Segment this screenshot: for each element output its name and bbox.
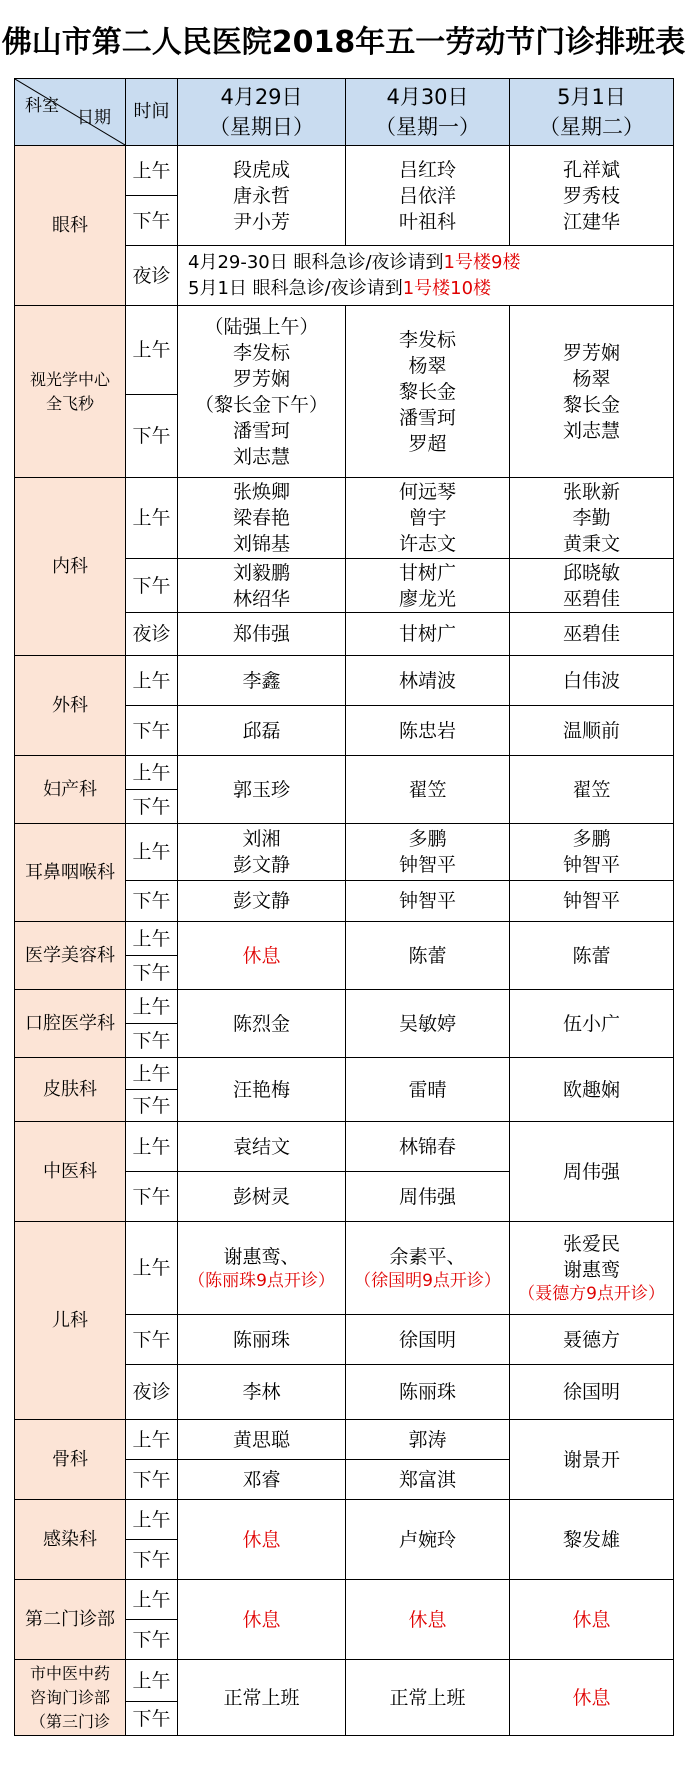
time-am: 上午	[126, 1580, 178, 1620]
cell: 陈烈金	[178, 990, 346, 1058]
cell: 谢惠鸾、 （陈丽珠9点开诊）	[178, 1222, 346, 1315]
cell: 吕红玲 吕依洋 叶祖科	[346, 146, 510, 246]
cell: 徐国明	[346, 1315, 510, 1365]
cell: 彭文静	[178, 881, 346, 922]
cell: 郭玉珍	[178, 756, 346, 824]
table-row	[15, 1580, 674, 1620]
time-am: 上午	[126, 656, 178, 706]
time-am: 上午	[126, 1420, 178, 1460]
cell: 谢景开	[510, 1420, 674, 1500]
table-row	[15, 824, 674, 881]
time-pm: 下午	[126, 1024, 178, 1058]
cell: 翟笠	[346, 756, 510, 824]
cell-rest: 休息	[346, 1580, 510, 1660]
cell: 甘树广	[346, 613, 510, 656]
time-pm: 下午	[126, 1540, 178, 1580]
cell: 郑富淇	[346, 1460, 510, 1500]
cell: 何远琴 曾宇 许志文	[346, 478, 510, 559]
table-row	[15, 922, 674, 956]
cell: 雷晴	[346, 1058, 510, 1122]
dept-obgyn: 妇产科	[15, 756, 126, 824]
cell: 卢婉玲	[346, 1500, 510, 1580]
cell: 聂德方	[510, 1315, 674, 1365]
cell-rest: 休息	[510, 1580, 674, 1660]
cell: 陈丽珠	[178, 1315, 346, 1365]
time-am: 上午	[126, 1660, 178, 1702]
cell: 陈丽珠	[346, 1365, 510, 1420]
time-am: 上午	[126, 1122, 178, 1172]
dept-derm: 皮肤科	[15, 1058, 126, 1122]
time-am: 上午	[126, 1500, 178, 1540]
cell: 郑伟强	[178, 613, 346, 656]
table-row	[15, 1500, 674, 1540]
cell: 邱晓敏 巫碧佳	[510, 559, 674, 613]
dept-eye: 眼科	[15, 146, 126, 306]
cell: 正常上班	[178, 1660, 346, 1736]
cell: 白伟波	[510, 656, 674, 706]
cell: 多鹏 钟智平	[510, 824, 674, 881]
cell: 多鹏 钟智平	[346, 824, 510, 881]
dept-header: 科室	[25, 96, 59, 116]
cell: （陆强上午） 李发标 罗芳娴 （黎长金下午） 潘雪珂 刘志慧	[178, 306, 346, 478]
time-header: 时间	[126, 79, 178, 146]
cell: 甘树广 廖龙光	[346, 559, 510, 613]
time-pm: 下午	[126, 395, 178, 478]
table-row	[15, 1420, 674, 1460]
date-header: 日期	[77, 108, 111, 128]
time-pm: 下午	[126, 1315, 178, 1365]
dept-peds: 儿科	[15, 1222, 126, 1420]
cell: 黄思聪	[178, 1420, 346, 1460]
dept-optometry: 视光学中心 全飞秒	[15, 306, 126, 478]
cell: 刘湘 彭文静	[178, 824, 346, 881]
time-am: 上午	[126, 990, 178, 1024]
day-header-3: 5月1日 （星期二）	[510, 79, 674, 146]
cell: 汪艳梅	[178, 1058, 346, 1122]
cell: 正常上班	[346, 1660, 510, 1736]
schedule-table	[14, 78, 674, 1736]
cell: 余素平、 （徐国明9点开诊）	[346, 1222, 510, 1315]
cell: 巫碧佳	[510, 613, 674, 656]
cell: 邓睿	[178, 1460, 346, 1500]
cell: 邱磊	[178, 706, 346, 756]
dept-surgery: 外科	[15, 656, 126, 756]
cell-rest: 休息	[178, 1580, 346, 1660]
time-night: 夜诊	[126, 613, 178, 656]
table-row	[15, 1122, 674, 1172]
cell: 刘毅鹏 林绍华	[178, 559, 346, 613]
dept-dental: 口腔医学科	[15, 990, 126, 1058]
dept-city-tcm: 市中医中药 咨询门诊部 （第三门诊	[15, 1660, 126, 1736]
time-am: 上午	[126, 824, 178, 881]
cell: 周伟强	[510, 1122, 674, 1222]
cell: 温顺前	[510, 706, 674, 756]
header-row	[15, 79, 674, 146]
table-row	[15, 1058, 674, 1090]
time-am: 上午	[126, 478, 178, 559]
cell: 彭树灵	[178, 1172, 346, 1222]
cell: 欧趣娴	[510, 1058, 674, 1122]
cell: 陈蕾	[346, 922, 510, 990]
time-pm: 下午	[126, 1172, 178, 1222]
eye-night-note: 4月29-30日 眼科急诊/夜诊请到1号楼9楼 5月1日 眼科急诊/夜诊请到1号楼10楼	[178, 246, 674, 306]
time-pm: 下午	[126, 706, 178, 756]
time-pm: 下午	[126, 1620, 178, 1660]
cell: 李发标 杨翠 黎长金 潘雪珂 罗超	[346, 306, 510, 478]
time-am: 上午	[126, 922, 178, 956]
cell: 袁结文	[178, 1122, 346, 1172]
time-am: 上午	[126, 306, 178, 395]
cell: 周伟强	[346, 1172, 510, 1222]
table-row	[15, 756, 674, 790]
time-am: 上午	[126, 1058, 178, 1090]
time-pm: 下午	[126, 1702, 178, 1736]
cell: 林靖波	[346, 656, 510, 706]
cell-rest: 休息	[510, 1660, 674, 1736]
cell: 罗芳娴 杨翠 黎长金 刘志慧	[510, 306, 674, 478]
time-night: 夜诊	[126, 1365, 178, 1420]
dept-second: 第二门诊部	[15, 1580, 126, 1660]
time-pm: 下午	[126, 790, 178, 824]
day-header-2: 4月30日 （星期一）	[346, 79, 510, 146]
time-pm: 下午	[126, 956, 178, 990]
time-pm: 下午	[126, 1460, 178, 1500]
day-header-1: 4月29日 （星期日）	[178, 79, 346, 146]
cell: 钟智平	[346, 881, 510, 922]
cell: 陈蕾	[510, 922, 674, 990]
time-pm: 下午	[126, 559, 178, 613]
cell: 吴敏婷	[346, 990, 510, 1058]
time-am: 上午	[126, 1222, 178, 1315]
table-row	[15, 146, 674, 196]
table-row	[15, 1222, 674, 1315]
time-pm: 下午	[126, 196, 178, 246]
dept-cosmetic: 医学美容科	[15, 922, 126, 990]
cell-rest: 休息	[178, 1500, 346, 1580]
time-pm: 下午	[126, 1090, 178, 1122]
table-row	[15, 478, 674, 559]
cell: 孔祥斌 罗秀枝 江建华	[510, 146, 674, 246]
cell: 郭涛	[346, 1420, 510, 1460]
cell: 陈忠岩	[346, 706, 510, 756]
cell: 钟智平	[510, 881, 674, 922]
cell: 段虎成 唐永哲 尹小芳	[178, 146, 346, 246]
cell: 林锦春	[346, 1122, 510, 1172]
table-row	[15, 306, 674, 395]
corner-cell	[15, 79, 126, 146]
cell: 李鑫	[178, 656, 346, 706]
time-am: 上午	[126, 756, 178, 790]
cell-rest: 休息	[178, 922, 346, 990]
page-title: 佛山市第二人民医院2018年五一劳动节门诊排班表	[1, 25, 686, 60]
table-row	[15, 656, 674, 706]
cell: 翟笠	[510, 756, 674, 824]
cell: 李林	[178, 1365, 346, 1420]
time-pm: 下午	[126, 881, 178, 922]
dept-internal: 内科	[15, 478, 126, 656]
time-night: 夜诊	[126, 246, 178, 306]
dept-tcm: 中医科	[15, 1122, 126, 1222]
dept-ent: 耳鼻咽喉科	[15, 824, 126, 922]
dept-ortho: 骨科	[15, 1420, 126, 1500]
time-am: 上午	[126, 146, 178, 196]
table-row	[15, 990, 674, 1024]
cell: 张焕卿 梁春艳 刘锦基	[178, 478, 346, 559]
cell: 张爱民 谢惠鸾 （聂德方9点开诊）	[510, 1222, 674, 1315]
cell: 黎发雄	[510, 1500, 674, 1580]
cell: 徐国明	[510, 1365, 674, 1420]
cell: 张耿新 李勤 黄秉文	[510, 478, 674, 559]
table-row	[15, 1660, 674, 1702]
dept-infect: 感染科	[15, 1500, 126, 1580]
cell: 伍小广	[510, 990, 674, 1058]
